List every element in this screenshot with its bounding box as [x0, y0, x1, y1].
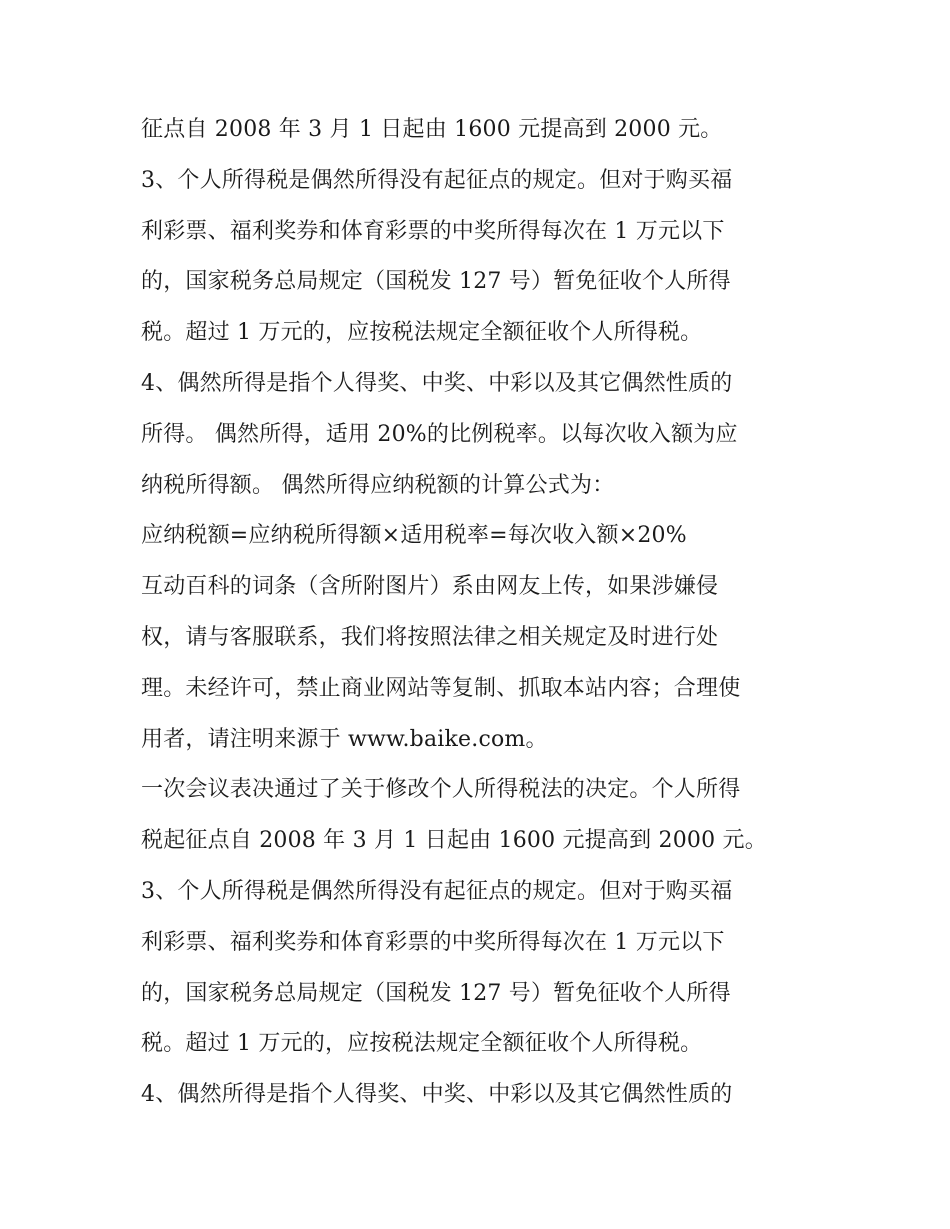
- document-body: [141, 105, 831, 1121]
- text-line: 互动百科的词条（含所附图片）系由网友上传，如果涉嫌侵: [141, 574, 719, 600]
- text-line: 理。未经许可，禁止商业网站等复制、抓取本站内容；合理使: [141, 675, 741, 701]
- text-line: 的，国家税务总局规定（国税发 127 号）暂免征收个人所得: [141, 980, 731, 1006]
- text-line: 利彩票、福利奖券和体育彩票的中奖所得每次在 1 万元以下: [141, 929, 725, 955]
- formula-line: 应纳税额=应纳税所得额×适用税率=每次收入额×20%: [141, 523, 687, 549]
- text-line: 所得。 偶然所得，适用 20%的比例税率。以每次收入额为应: [141, 421, 738, 447]
- text-line: 纳税所得额。 偶然所得应纳税额的计算公式为：: [141, 472, 615, 498]
- text-line: 4、偶然所得是指个人得奖、中奖、中彩以及其它偶然性质的: [141, 1082, 733, 1108]
- text-line: 3、个人所得税是偶然所得没有起征点的规定。但对于购买福: [141, 167, 733, 193]
- text-line: 税起征点自 2008 年 3 月 1 日起由 1600 元提高到 2000 元。: [141, 828, 767, 854]
- text-line: 权，请与客服联系，我们将按照法律之相关规定及时进行处: [141, 624, 719, 650]
- text-line: 征点自 2008 年 3 月 1 日起由 1600 元提高到 2000 元。: [141, 117, 723, 142]
- text-line: 用者，请注明来源于 www.baike.com。: [141, 726, 548, 752]
- text-line: 4、偶然所得是指个人得奖、中奖、中彩以及其它偶然性质的: [141, 370, 733, 396]
- text-line: 3、个人所得税是偶然所得没有起征点的规定。但对于购买福: [141, 878, 733, 904]
- text-line: 一次会议表决通过了关于修改个人所得税法的决定。个人所得: [141, 777, 741, 803]
- text-line: 利彩票、福利奖券和体育彩票的中奖所得每次在 1 万元以下: [141, 218, 725, 244]
- text-line: 税。超过 1 万元的，应按税法规定全额征收个人所得税。: [141, 320, 703, 346]
- text-line: 的，国家税务总局规定（国税发 127 号）暂免征收个人所得: [141, 269, 731, 295]
- text-line: 税。超过 1 万元的，应按税法规定全额征收个人所得税。: [141, 1031, 703, 1057]
